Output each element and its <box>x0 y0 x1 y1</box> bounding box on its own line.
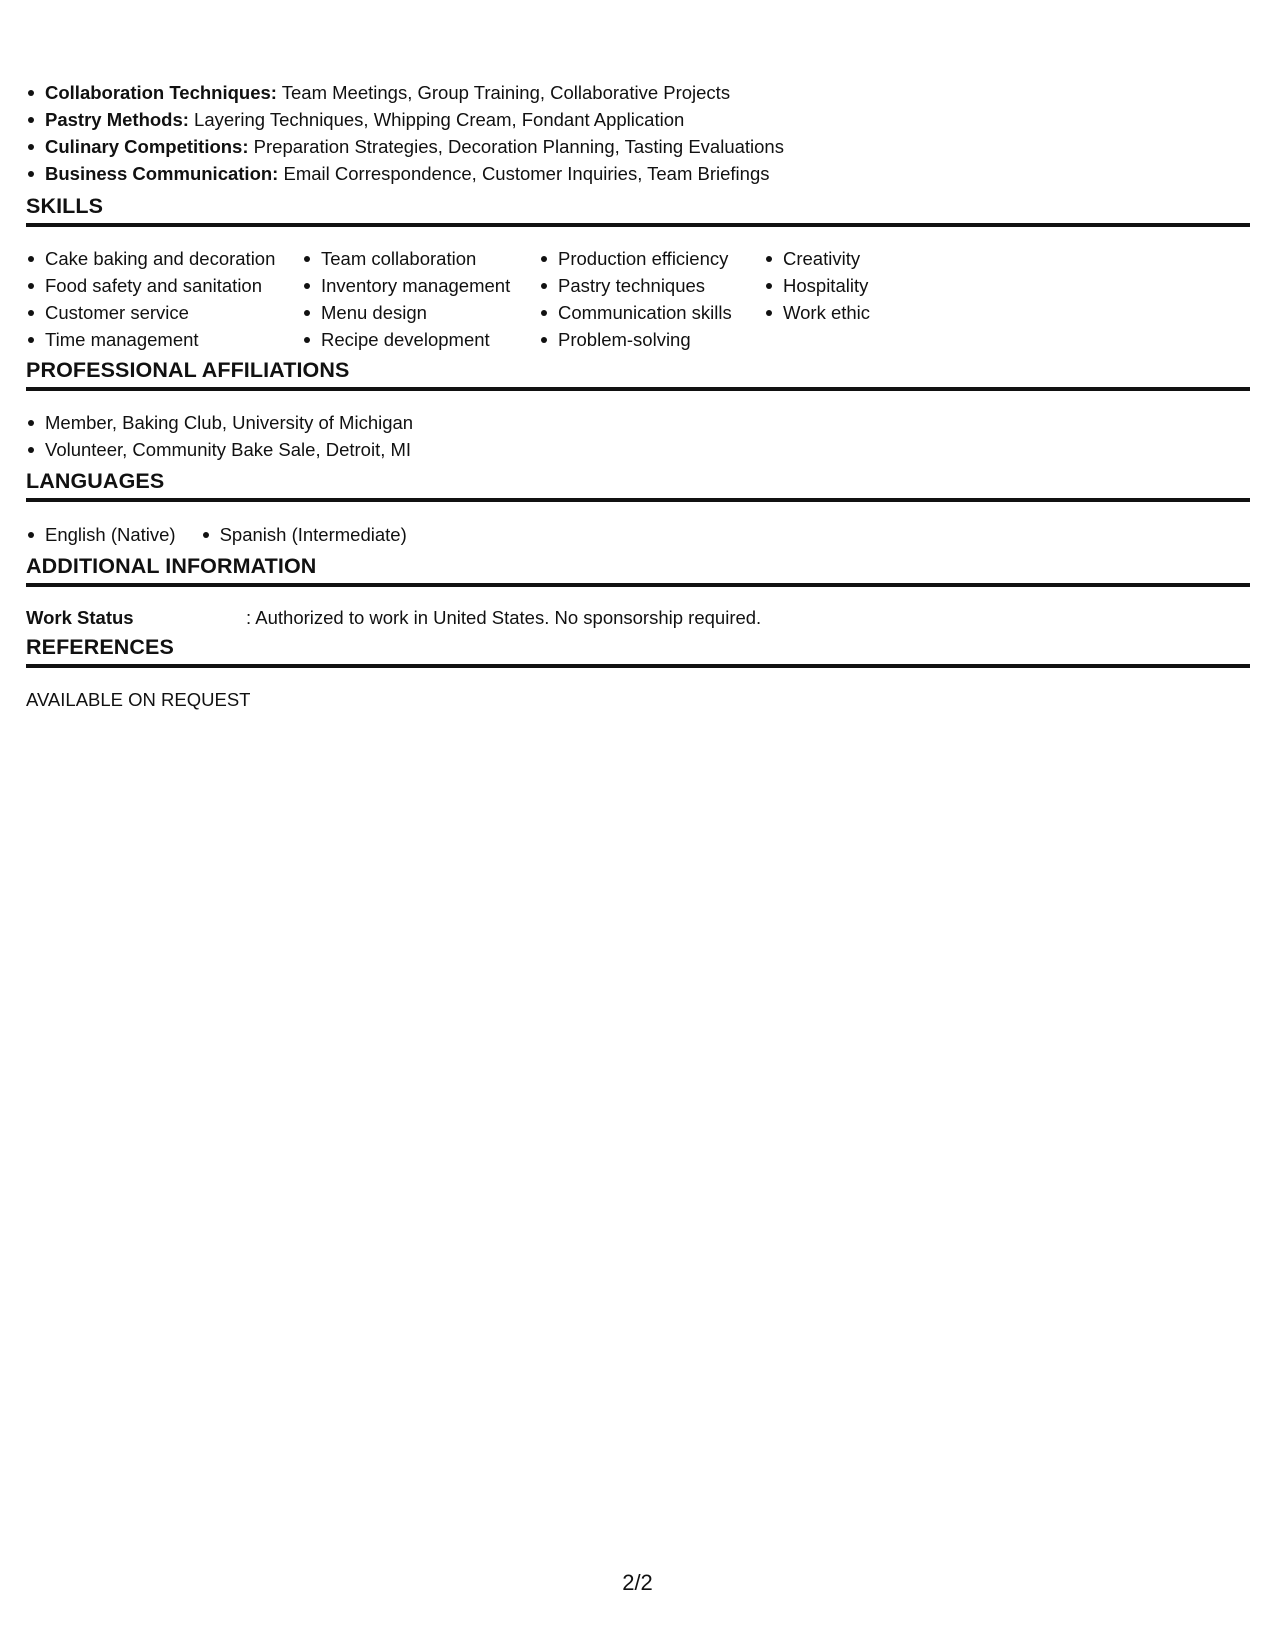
affiliation-item: Member, Baking Club, University of Michigan <box>26 409 413 436</box>
work-status-row <box>26 604 761 631</box>
skill-item: Recipe development <box>302 326 510 353</box>
additional-info-heading: ADDITIONAL INFORMATION <box>26 553 1250 587</box>
skill-item: Cake baking and decoration <box>26 245 275 272</box>
skills-column <box>26 245 275 353</box>
skill-item: Team collaboration <box>302 245 510 272</box>
affiliations-heading: PROFESSIONAL AFFILIATIONS <box>26 357 1250 391</box>
skill-item: Problem-solving <box>539 326 732 353</box>
skills-column <box>764 245 870 326</box>
skill-item: Food safety and sanitation <box>26 272 275 299</box>
languages-list <box>26 521 432 548</box>
skill-item: Work ethic <box>764 299 870 326</box>
list-item <box>26 133 784 160</box>
item-text: Team Meetings, Group Training, Collaborative Projects <box>276 82 731 103</box>
skills-column <box>302 245 510 353</box>
skill-item: Hospitality <box>764 272 870 299</box>
references-text: AVAILABLE ON REQUEST <box>26 689 251 710</box>
language-item: Spanish (Intermediate) <box>201 521 407 548</box>
skill-item: Time management <box>26 326 275 353</box>
list-item <box>26 106 784 133</box>
item-label: Business Communication: <box>45 163 279 184</box>
skill-item: Customer service <box>26 299 275 326</box>
page-number: 2/2 <box>622 1570 653 1595</box>
item-label: Collaboration Techniques: <box>45 82 277 103</box>
item-text: Layering Techniques, Whipping Cream, Fondant Application <box>188 109 685 130</box>
skills-heading: SKILLS <box>26 193 1250 227</box>
item-label: Pastry Methods: <box>45 109 189 130</box>
languages-heading: LANGUAGES <box>26 468 1250 502</box>
references-heading: REFERENCES <box>26 634 1250 668</box>
expertise-list <box>26 79 784 187</box>
skill-item: Creativity <box>764 245 870 272</box>
language-item: English (Native) <box>26 521 176 548</box>
list-item <box>26 79 784 106</box>
list-item <box>26 160 784 187</box>
item-text: Preparation Strategies, Decoration Planning, Tasting Evaluations <box>248 136 784 157</box>
work-status-value: : Authorized to work in United States. No sponsorship required. <box>246 607 762 628</box>
skill-item: Production efficiency <box>539 245 732 272</box>
affiliation-item: Volunteer, Community Bake Sale, Detroit, MI <box>26 436 413 463</box>
item-text: Email Correspondence, Customer Inquiries, Team Briefings <box>278 163 770 184</box>
skill-item: Inventory management <box>302 272 510 299</box>
work-status-label: Work Status <box>26 607 134 628</box>
skill-item: Menu design <box>302 299 510 326</box>
skill-item: Communication skills <box>539 299 732 326</box>
affiliations-list <box>26 409 413 463</box>
skill-item: Pastry techniques <box>539 272 732 299</box>
item-label: Culinary Competitions: <box>45 136 249 157</box>
skills-column <box>539 245 732 353</box>
